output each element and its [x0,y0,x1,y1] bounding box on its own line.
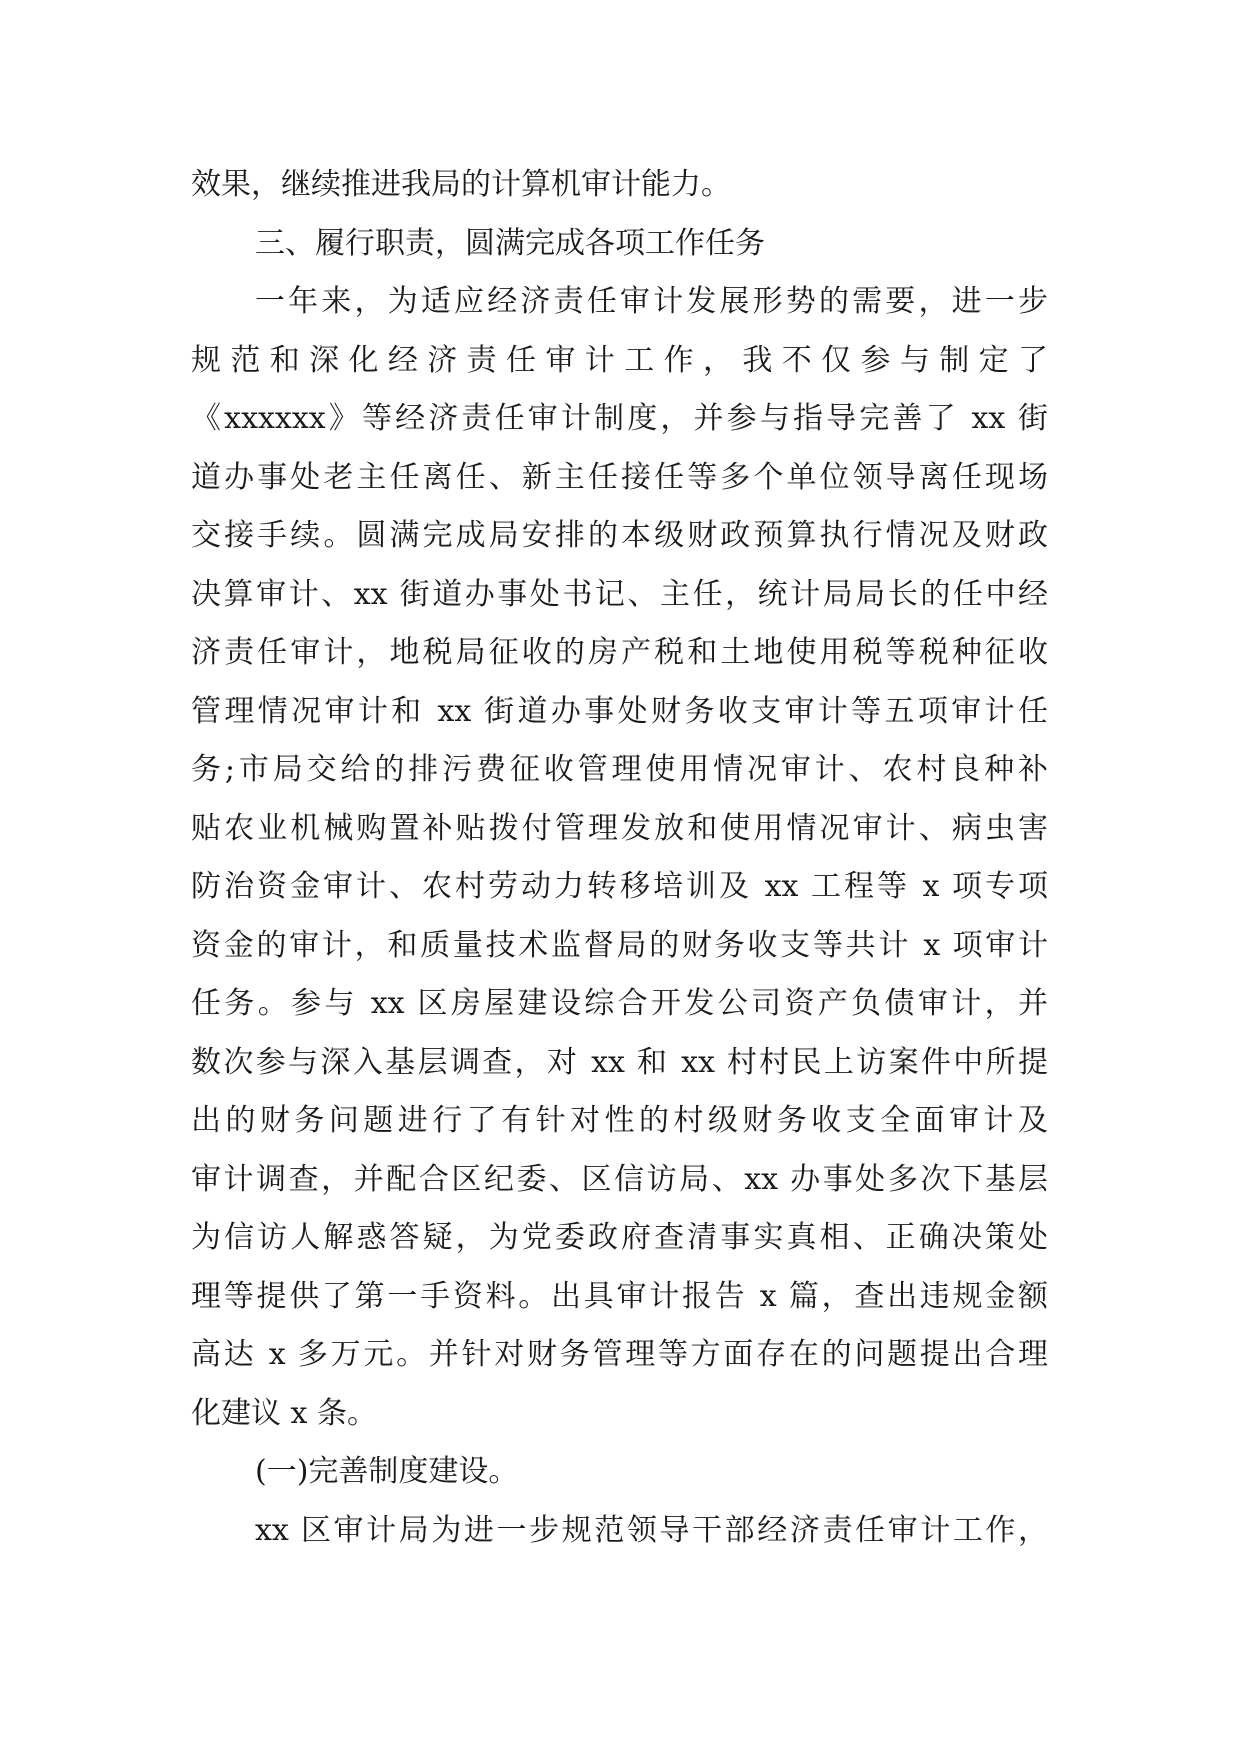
text-line: 规范和深化经济责任审计工作，我不仅参与制定了 [191,342,1048,378]
text-line: 任务。参与 xx 区房屋建设综合开发公司资产负债审计，并 [191,986,1048,1021]
text-line: 数次参与深入基层调查，对 xx 和 xx 村村民上访案件中所提 [191,1044,1048,1080]
text-line: 为信访人解惑答疑，为党委政府查清事实真相、正确决策处 [191,1220,1048,1255]
text-line: 出的财务问题进行了有针对性的村级财务收支全面审计及 [191,1103,1048,1138]
text-line: 理等提供了第一手资料。出具审计报告 x 篇，查出违规金额 [191,1278,1048,1314]
document-page [191,156,1048,1560]
text-line: 资金的审计，和质量技术监督局的财务收支等共计 x 项审计 [191,927,1048,963]
text-line: 交接手续。圆满完成局安排的本级财政预算执行情况及财政 [191,518,1048,553]
subsection-heading: (一)完善制度建设。 [255,1454,519,1489]
text-line: 化建议 x 条。 [191,1395,377,1431]
text-line: 防治资金审计、农村劳动力转移培训及 xx 工程等 x 项专项 [191,869,1048,904]
text-line: 决算审计、xx 街道办事处书记、主任，统计局局长的任中经 [191,576,1048,612]
text-line: 一年来，为适应经济责任审计发展形势的需要，进一步 [255,284,1048,319]
text-line: 高达 x 多万元。并针对财务管理等方面存在的问题提出合理 [191,1337,1048,1372]
text-line: 管理情况审计和 xx 街道办事处财务收支审计等五项审计任 [191,693,1048,729]
text-line: 贴农业机械购置补贴拨付管理发放和使用情况审计、病虫害 [191,810,1048,846]
text-line: 《xxxxxx》等经济责任审计制度，并参与指导完善了 xx 街 [191,401,1048,436]
section-heading: 三、履行职责，圆满完成各项工作任务 [255,225,765,261]
text-line: 道办事处老主任离任、新主任接任等多个单位领导离任现场 [191,459,1048,495]
text-line: 效果，继续推进我局的计算机审计能力。 [191,167,731,202]
text-line: 济责任审计，地税局征收的房产税和土地使用税等税种征收 [191,635,1048,670]
text-line: xx 区审计局为进一步规范领导干部经济责任审计工作， [255,1512,1048,1548]
text-line: 务;市局交给的排污费征收管理使用情况审计、农村良种补 [191,752,1048,787]
text-line: 审计调查，并配合区纪委、区信访局、xx 办事处多次下基层 [191,1161,1048,1197]
